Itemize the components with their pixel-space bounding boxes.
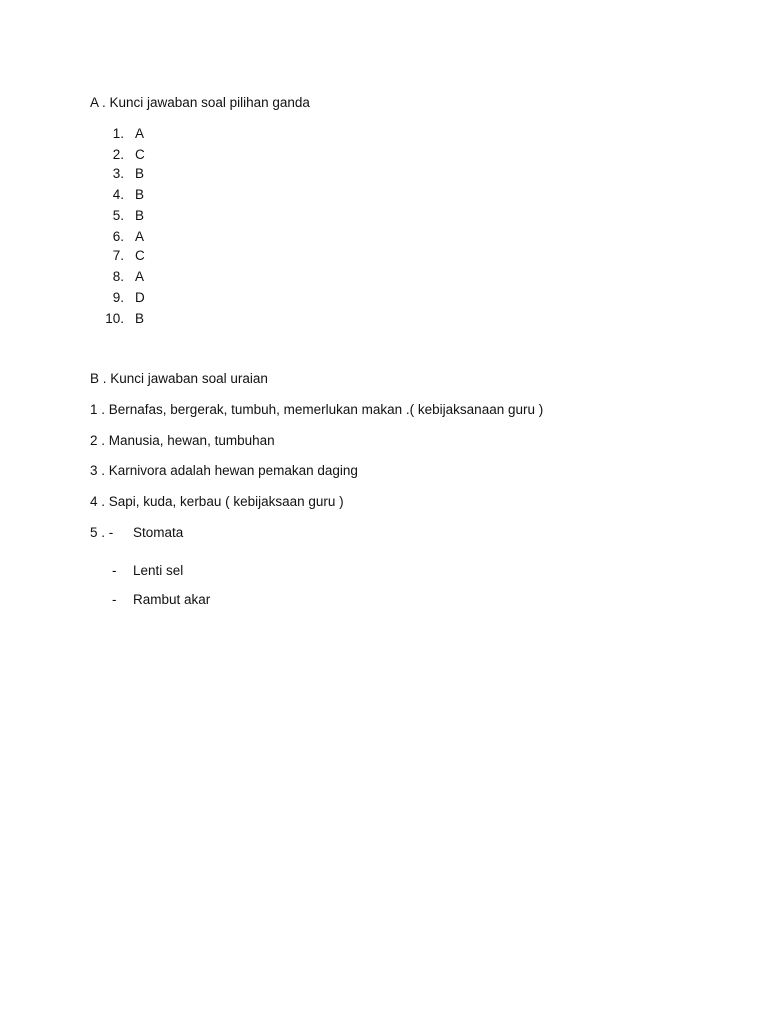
- essay-answer-5-prefix: 5 . -: [90, 525, 114, 540]
- item-answer: A: [135, 126, 145, 141]
- bullet-dash: -: [112, 592, 117, 607]
- item-number: 10.: [105, 311, 124, 326]
- item-answer: A: [135, 229, 145, 244]
- section-b-heading: B . Kunci jawaban soal uraian: [90, 371, 268, 386]
- essay-answer-1: 1 . Bernafas, bergerak, tumbuh, memerlukan makan .( kebijaksanaan guru ): [90, 402, 544, 417]
- item-answer: B: [135, 166, 145, 181]
- item-number: 3.: [112, 166, 124, 181]
- item-number: 5.: [112, 208, 124, 223]
- item-answer: B: [135, 311, 145, 326]
- essay-answer-5-first: Stomata: [133, 525, 184, 540]
- item-answer: C: [135, 248, 145, 263]
- essay-answer-2: 2 . Manusia, hewan, tumbuhan: [90, 433, 275, 448]
- essay-answer-4: 4 . Sapi, kuda, kerbau ( kebijaksaan guru ): [90, 494, 344, 509]
- item-answer: A: [135, 269, 145, 284]
- section-a-heading: A . Kunci jawaban soal pilihan ganda: [90, 95, 310, 110]
- bullet-text: Rambut akar: [133, 592, 211, 607]
- item-number: 6.: [112, 229, 124, 244]
- item-number: 9.: [112, 290, 124, 305]
- bullet-dash: -: [112, 563, 117, 578]
- item-answer: D: [135, 290, 145, 305]
- item-number: 2.: [112, 147, 124, 162]
- item-number: 8.: [112, 269, 124, 284]
- item-answer: B: [135, 187, 145, 202]
- item-number: 4.: [112, 187, 124, 202]
- essay-answer-3: 3 . Karnivora adalah hewan pemakan daging: [90, 463, 358, 478]
- bullet-text: Lenti sel: [133, 563, 184, 578]
- item-answer: C: [135, 147, 145, 162]
- item-number: 1.: [112, 126, 124, 141]
- item-answer: B: [135, 208, 145, 223]
- item-number: 7.: [112, 248, 124, 263]
